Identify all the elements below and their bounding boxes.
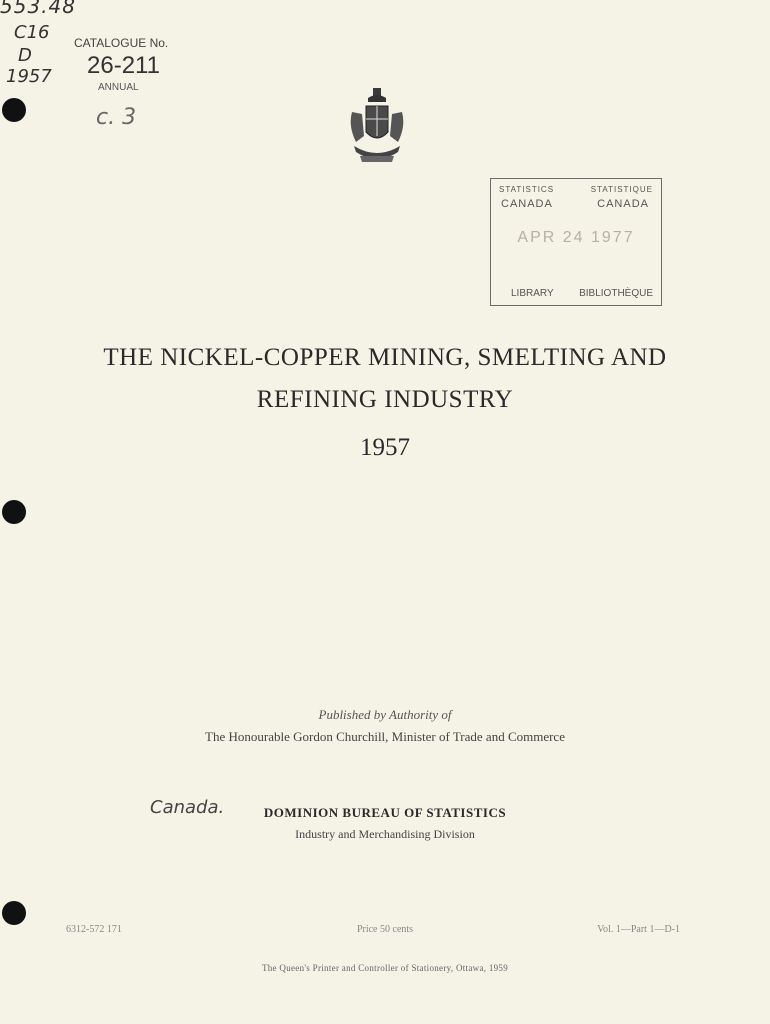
stamp-top-right: STATISTIQUE bbox=[590, 185, 653, 194]
stamp-mid-left: CANADA bbox=[501, 198, 553, 210]
title-line-2: REFINING INDUSTRY bbox=[256, 386, 514, 413]
stamp-bottom-left: LIBRARY bbox=[511, 288, 554, 299]
handwritten-call-number: 553.48 bbox=[0, 0, 76, 18]
stamp-bottom-right: BIBLIOTHÈQUE bbox=[579, 288, 653, 299]
footer-code: 6312-572 171 bbox=[66, 924, 122, 935]
publisher-bureau: DOMINION BUREAU OF STATISTICS bbox=[263, 805, 507, 820]
punch-hole-icon bbox=[2, 901, 26, 925]
stamp-mid-right: CANADA bbox=[597, 198, 649, 210]
punch-hole-icon bbox=[2, 98, 26, 122]
handwritten-canada: Canada. bbox=[150, 797, 225, 818]
stamp-top-left: STATISTICS bbox=[499, 185, 555, 194]
handwritten-copy-mark: c. 3 bbox=[96, 105, 137, 130]
punch-hole-icon bbox=[2, 500, 26, 524]
publisher-division: Industry and Merchandising Division bbox=[295, 827, 475, 841]
catalogue-label: CATALOGUE No. bbox=[74, 36, 169, 50]
title-line-1: THE NICKEL-COPPER MINING, SMELTING AND bbox=[103, 344, 667, 371]
title-year: 1957 bbox=[360, 434, 410, 461]
handwritten-call-year: 1957 bbox=[6, 66, 52, 87]
footer-printer: The Queen's Printer and Controller of Stationery, Ottawa, 1959 bbox=[261, 963, 509, 973]
authority-line-2: The Honourable Gordon Churchill, Minister of Trade and Commerce bbox=[205, 729, 565, 744]
stamp-date: APR 24 1977 bbox=[517, 229, 635, 246]
footer-volume: Vol. 1—Part 1—D-1 bbox=[597, 924, 680, 935]
catalogue-frequency: ANNUAL bbox=[98, 82, 139, 93]
handwritten-call-d: D bbox=[18, 45, 32, 66]
library-stamp bbox=[490, 178, 662, 306]
catalogue-number: 26-211 bbox=[87, 52, 160, 79]
authority-line-1: Published by Authority of bbox=[318, 707, 452, 722]
handwritten-call-c16: C16 bbox=[14, 22, 50, 43]
footer-price: Price 50 cents bbox=[356, 924, 414, 935]
coat-of-arms-icon bbox=[346, 86, 408, 168]
